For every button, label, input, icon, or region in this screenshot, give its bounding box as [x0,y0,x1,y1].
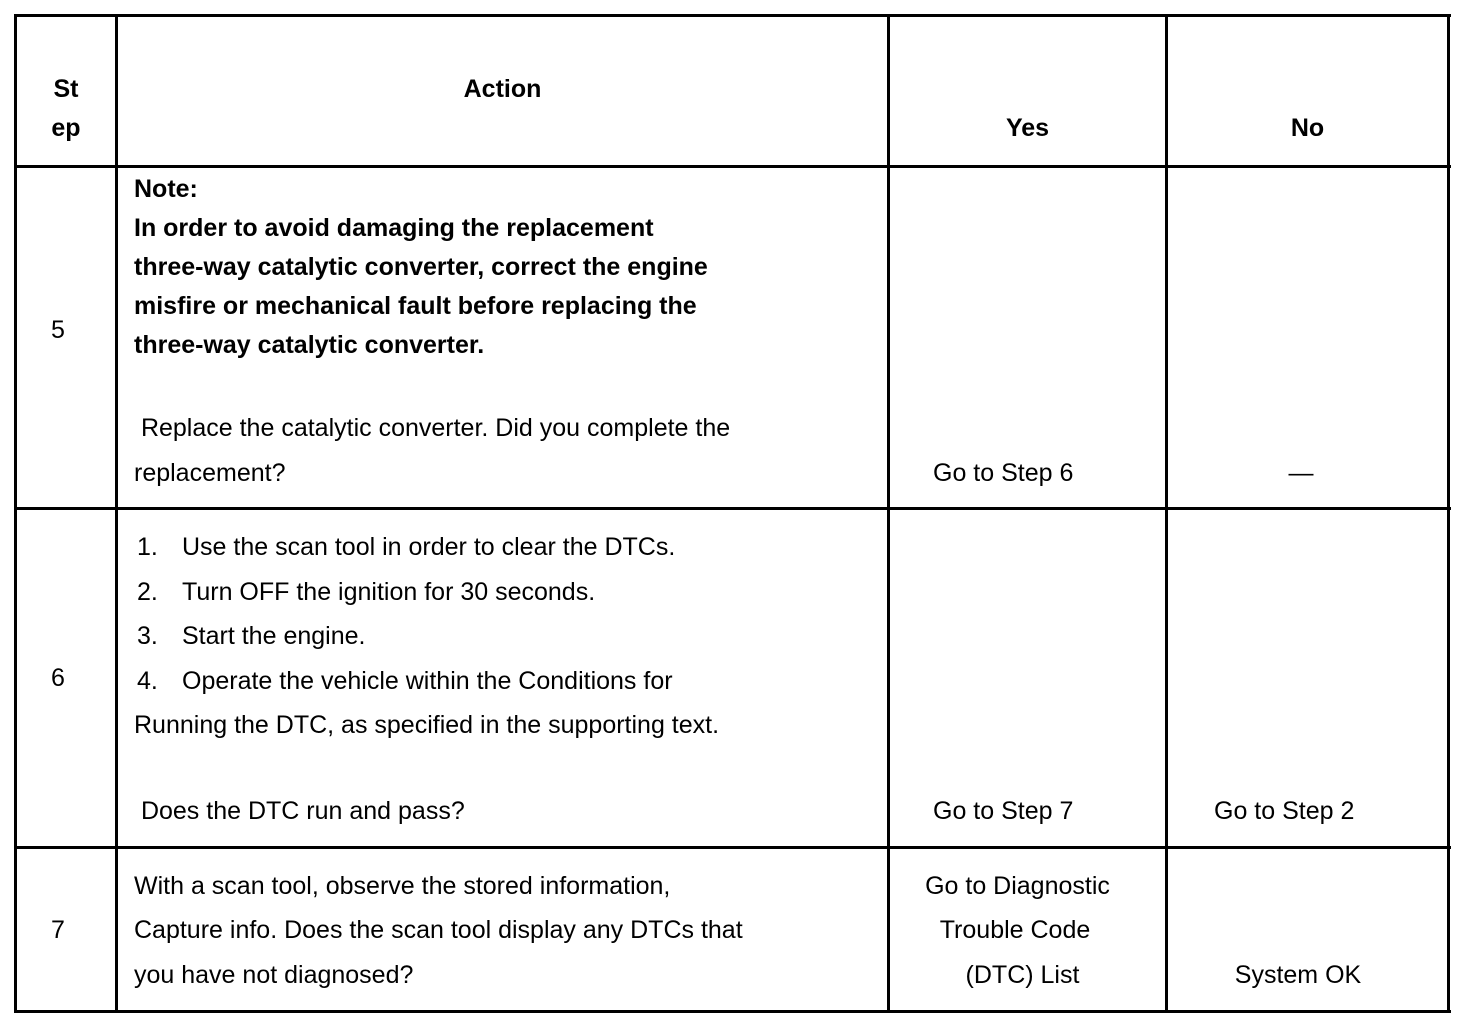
list-text-2: Turn OFF the ignition for 30 seconds. [182,578,596,606]
no-result-6: Go to Step 2 [1214,797,1355,825]
table-border-right [1447,14,1450,1013]
yes-result-7-line-3: (DTC) List [965,961,1080,989]
yes-result-5: Go to Step 6 [933,459,1074,487]
list-num-2: 2. [137,578,158,606]
step-number-7: 7 [51,916,65,944]
list-continuation: Running the DTC, as specified in the supporting text. [134,711,720,739]
list-num-4: 4. [137,667,158,695]
yes-result-7-line-2: Trouble Code [939,916,1091,944]
note-line-2: three-way catalytic converter, correct the engine [134,253,708,281]
table-border-top [14,14,1451,17]
action-line-5a: Replace the catalytic converter. Did you complete the [134,414,731,442]
column-divider-yes [887,14,890,1013]
column-divider-action [115,14,118,1013]
yes-result-6: Go to Step 7 [933,797,1074,825]
column-divider-no [1165,14,1168,1013]
header-yes: Yes [1005,114,1050,142]
row-divider-6 [14,846,1451,849]
step-number-5: 5 [51,316,65,344]
list-text-4: Operate the vehicle within the Conditions for [182,667,673,695]
header-step [17,70,115,148]
table-border-bottom [14,1010,1451,1013]
no-result-5: — [1288,459,1314,487]
question-6: Does the DTC run and pass? [134,797,465,825]
table-border-left [14,14,17,1013]
step-number-6: 6 [51,664,65,692]
note-line-4: three-way catalytic converter. [134,331,485,359]
yes-result-7-line-1: Go to Diagnostic [925,872,1110,900]
list-num-1: 1. [137,533,158,561]
row-divider-5 [14,507,1451,510]
header-action: Action [463,75,542,103]
action-line-7c: you have not diagnosed? [134,961,414,989]
header-no: No [1290,114,1325,142]
action-line-5b: replacement? [134,459,286,487]
list-text-1: Use the scan tool in order to clear the DTCs. [182,533,676,561]
list-text-3: Start the engine. [182,622,366,650]
no-result-7: System OK [1234,961,1362,989]
header-step-line-2: ep [51,114,81,142]
action-line-7a: With a scan tool, observe the stored information, [134,872,671,900]
row-divider-header [14,165,1451,168]
note-line-1: In order to avoid damaging the replacement [134,214,654,242]
header-step-line-1: St [53,75,79,103]
note-title: Note: [134,175,198,203]
action-line-7b: Capture info. Does the scan tool display any DTCs that [134,916,743,944]
list-num-3: 3. [137,622,158,650]
note-line-3: misfire or mechanical fault before replacing the [134,292,697,320]
